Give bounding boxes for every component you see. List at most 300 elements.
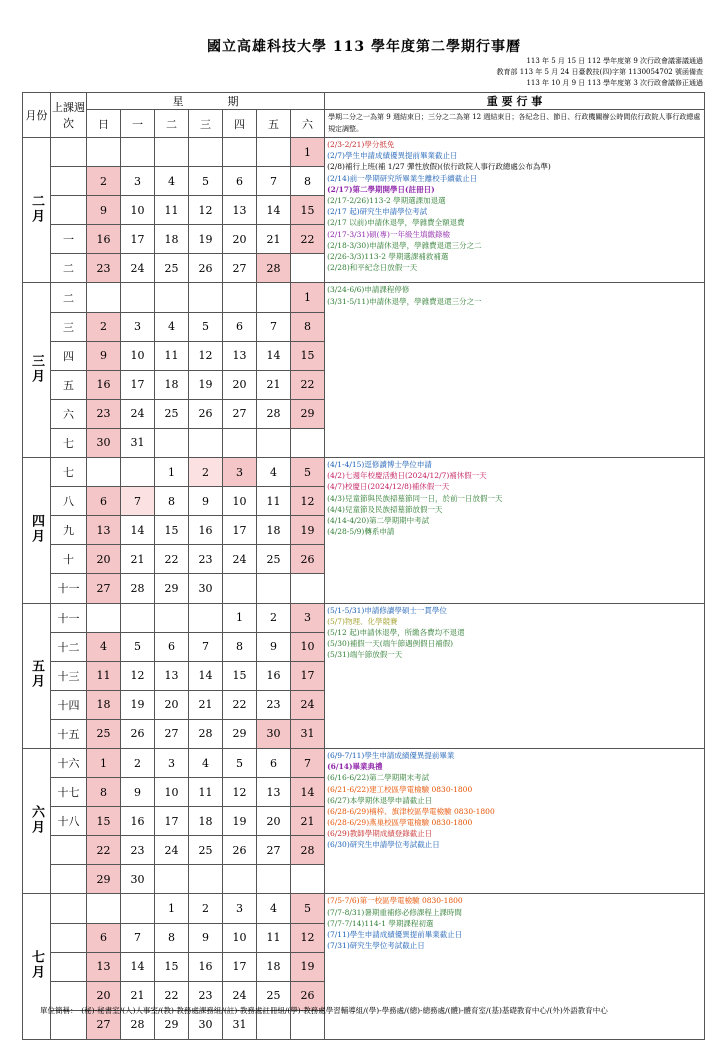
week-number: 十五 [51, 719, 87, 748]
day-cell: 25 [155, 254, 189, 283]
event-item: (6/28-6/29)楠梓、旗津校區學電檢驗 0830-1800 [327, 806, 495, 816]
day-cell: 29 [155, 1010, 189, 1039]
day-cell: 19 [189, 370, 223, 399]
week-number: 十一 [51, 574, 87, 603]
approval-notes [496, 56, 703, 89]
day-cell: 4 [189, 748, 223, 777]
day-cell: 28 [189, 719, 223, 748]
event-item: (6/30)研究生申請學位考試截止日 [327, 840, 440, 850]
day-cell: 26 [189, 254, 223, 283]
day-header: 一 [121, 110, 155, 138]
day-cell: 17 [223, 952, 257, 981]
day-cell: 22 [223, 690, 257, 719]
calendar-week-row [23, 138, 705, 167]
month-label [23, 138, 51, 283]
day-cell: 7 [121, 923, 155, 952]
day-cell: 2 [189, 894, 223, 923]
day-cell: 11 [87, 661, 121, 690]
day-cell: 1 [223, 603, 257, 632]
day-cell: 27 [87, 574, 121, 603]
day-cell: 28 [121, 574, 155, 603]
day-cell: 18 [155, 225, 189, 254]
day-header: 三 [189, 110, 223, 138]
day-cell: 16 [121, 807, 155, 836]
event-item: (4/2)七週年校慶活動日(2024/12/7)補休假一天 [327, 471, 487, 481]
week-number: 七 [51, 458, 87, 487]
day-cell: 20 [155, 690, 189, 719]
day-cell: 3 [121, 167, 155, 196]
event-item: (6/27)本學期休退學申請截止日 [327, 795, 433, 805]
day-cell: 7 [121, 487, 155, 516]
day-cell: 3 [223, 894, 257, 923]
day-cell: 11 [257, 487, 291, 516]
day-cell: 25 [257, 545, 291, 574]
day-cell: 5 [223, 748, 257, 777]
day-cell: 16 [257, 661, 291, 690]
day-cell: 19 [189, 225, 223, 254]
day-cell: 20 [223, 225, 257, 254]
month-label [23, 458, 51, 603]
event-item: (2/17-2/26)113-2 學期選課加退選 [327, 195, 446, 205]
day-cell: 11 [155, 341, 189, 370]
day-cell [257, 283, 291, 312]
day-cell: 20 [87, 545, 121, 574]
event-item: (7/7-7/14)114-1 學期課程初選 [327, 918, 434, 928]
week-number [51, 138, 87, 167]
event-item: (6/9-7/11)學生申請成績優異提前畢業 [327, 750, 455, 760]
day-cell [121, 138, 155, 167]
day-cell: 8 [87, 778, 121, 807]
day-cell: 20 [257, 807, 291, 836]
day-cell: 23 [189, 981, 223, 1010]
day-cell [155, 283, 189, 312]
day-cell: 13 [257, 778, 291, 807]
day-cell [87, 283, 121, 312]
day-cell: 24 [121, 254, 155, 283]
week-number [51, 952, 87, 981]
day-cell [291, 254, 325, 283]
day-cell: 14 [257, 196, 291, 225]
day-cell: 30 [189, 574, 223, 603]
month-label [23, 894, 51, 1039]
day-cell: 18 [155, 370, 189, 399]
day-cell: 11 [155, 196, 189, 225]
week-number: 八 [51, 487, 87, 516]
day-cell: 27 [223, 254, 257, 283]
day-cell: 26 [121, 719, 155, 748]
month-events [325, 894, 705, 1039]
event-item: (2/17 起)研究生申請學位考試 [327, 207, 428, 217]
day-cell: 1 [291, 283, 325, 312]
day-cell: 8 [223, 632, 257, 661]
day-cell: 27 [223, 399, 257, 428]
calendar-week-row [23, 458, 705, 487]
day-cell: 14 [257, 341, 291, 370]
day-cell [121, 458, 155, 487]
day-cell: 25 [257, 981, 291, 1010]
week-number: 七 [51, 428, 87, 457]
day-cell: 6 [223, 312, 257, 341]
event-item: (5/30)補假一天(端午節遇例假日補假) [327, 639, 454, 649]
day-cell: 12 [121, 661, 155, 690]
day-cell: 10 [291, 632, 325, 661]
day-cell: 15 [223, 661, 257, 690]
day-cell [223, 428, 257, 457]
day-header: 日 [87, 110, 121, 138]
day-cell: 15 [155, 952, 189, 981]
month-label [23, 283, 51, 458]
week-number: 一 [51, 225, 87, 254]
day-cell: 11 [189, 778, 223, 807]
day-cell [155, 428, 189, 457]
day-cell [291, 574, 325, 603]
event-item: (5/1-5/31)申請修讀學碩士一貫學位 [327, 605, 447, 615]
day-cell: 8 [291, 167, 325, 196]
week-number: 二 [51, 254, 87, 283]
day-cell: 29 [87, 865, 121, 894]
day-cell: 27 [257, 836, 291, 865]
day-cell: 6 [87, 923, 121, 952]
event-item: (3/31-5/11)申請休退學，學雜費退還三分之一 [327, 296, 482, 306]
day-cell: 10 [155, 778, 189, 807]
day-cell: 9 [121, 778, 155, 807]
event-item: (5/12 起)申請休退學，所繳各費均不退還 [327, 627, 465, 637]
day-cell [223, 574, 257, 603]
day-cell: 18 [189, 807, 223, 836]
week-number: 十七 [51, 778, 87, 807]
day-cell [87, 603, 121, 632]
day-cell: 28 [121, 1010, 155, 1039]
day-cell: 10 [223, 487, 257, 516]
event-item: (6/14)畢業典禮 [327, 762, 383, 772]
week-number: 三 [51, 312, 87, 341]
event-item: (2/7)學生申請成績優異提前畢業截止日 [327, 151, 458, 161]
week-number: 五 [51, 370, 87, 399]
event-item: (2/28)和平紀念日放假一天 [327, 263, 418, 273]
day-cell [155, 603, 189, 632]
day-cell [257, 574, 291, 603]
day-cell: 5 [291, 894, 325, 923]
month-events [325, 603, 705, 748]
day-cell: 13 [87, 952, 121, 981]
day-cell: 30 [87, 428, 121, 457]
day-cell: 26 [223, 836, 257, 865]
day-cell: 12 [189, 341, 223, 370]
semester-notes: 學期二分之一為第 9 週結束日；三分之二為第 12 週結束日；各紀念日、節日、行政機關辦公時間依行政院人事行政總處規定調整。 [325, 110, 705, 138]
day-cell: 23 [87, 399, 121, 428]
calendar-week-row [23, 603, 705, 632]
day-cell: 3 [155, 748, 189, 777]
day-cell [223, 138, 257, 167]
day-cell: 21 [291, 807, 325, 836]
day-cell: 8 [291, 312, 325, 341]
week-number [51, 836, 87, 865]
month-label-text: 五月 [29, 659, 44, 690]
day-cell: 30 [257, 719, 291, 748]
month-events [325, 138, 705, 283]
day-cell [189, 283, 223, 312]
day-cell [223, 865, 257, 894]
event-item: (4/3)兒童節與民族掃墓節同一日，於前一日放假一天 [327, 493, 503, 503]
month-events [325, 748, 705, 893]
day-cell: 9 [257, 632, 291, 661]
day-cell: 12 [189, 196, 223, 225]
day-header: 五 [257, 110, 291, 138]
week-number: 二 [51, 283, 87, 312]
event-item: (4/28-5/9)轉系申請 [327, 527, 395, 537]
week-number [51, 865, 87, 894]
week-number: 十四 [51, 690, 87, 719]
day-cell: 10 [121, 341, 155, 370]
day-cell: 11 [257, 923, 291, 952]
weekday-title: 星 期 [87, 93, 325, 110]
day-cell: 23 [87, 254, 121, 283]
week-number [51, 923, 87, 952]
day-cell: 25 [87, 719, 121, 748]
month-label-text: 七月 [29, 950, 44, 981]
event-item: (2/3-2/21)學分抵免 [327, 140, 395, 149]
day-cell: 9 [87, 196, 121, 225]
day-cell: 16 [87, 225, 121, 254]
month-label-text: 二月 [29, 193, 44, 224]
day-cell: 13 [223, 341, 257, 370]
month-label [23, 748, 51, 893]
month-label-text: 三月 [29, 353, 44, 384]
day-cell: 4 [257, 894, 291, 923]
event-item: (6/16-6/22)第二學期期末考試 [327, 773, 430, 783]
day-cell: 17 [223, 516, 257, 545]
day-cell [87, 894, 121, 923]
event-item: (4/14-4/20)第二學期期中考試 [327, 515, 430, 525]
day-cell: 7 [257, 312, 291, 341]
day-cell [87, 138, 121, 167]
day-cell: 4 [155, 312, 189, 341]
day-cell: 18 [257, 516, 291, 545]
day-cell [291, 428, 325, 457]
day-cell: 5 [189, 312, 223, 341]
month-label [23, 603, 51, 748]
day-cell: 8 [155, 487, 189, 516]
day-cell: 15 [291, 196, 325, 225]
day-cell: 9 [189, 923, 223, 952]
day-cell [257, 865, 291, 894]
event-item: (7/5-7/6)第一校區學電檢驗 0830-1800 [327, 896, 463, 906]
event-item: (5/31)端午節放假一天 [327, 650, 403, 660]
calendar-table [22, 92, 705, 1040]
day-cell: 29 [223, 719, 257, 748]
day-cell: 22 [155, 981, 189, 1010]
day-cell: 19 [291, 516, 325, 545]
approval-line: 113 年 5 月 15 日 112 學年度第 9 次行政會議審議通過 [526, 57, 703, 65]
day-cell: 22 [87, 836, 121, 865]
day-cell: 2 [87, 312, 121, 341]
event-item: (2/17-3/31)碩(專)一年級生填繳錄檢 [327, 229, 450, 239]
page-title: 國立高雄科技大學 113 學年度第二學期行事曆 [207, 39, 521, 55]
event-item: (2/14)前一學期研究所畢業生離校手續截止日 [327, 173, 478, 183]
day-cell: 6 [257, 748, 291, 777]
event-item: (6/29)教師學期成績登錄截止日 [327, 829, 433, 839]
day-cell: 2 [121, 748, 155, 777]
day-cell: 23 [121, 836, 155, 865]
day-cell: 31 [291, 719, 325, 748]
event-item: (4/7)校慶日(2024/12/8)補休假一天 [327, 482, 450, 492]
week-number: 十八 [51, 807, 87, 836]
day-cell [189, 865, 223, 894]
day-cell: 8 [155, 923, 189, 952]
day-cell: 7 [257, 167, 291, 196]
day-cell: 2 [257, 603, 291, 632]
day-cell: 7 [291, 748, 325, 777]
week-number: 九 [51, 516, 87, 545]
events-title: 重 要 行 事 [325, 93, 705, 110]
day-cell: 22 [291, 370, 325, 399]
day-cell: 2 [189, 458, 223, 487]
day-cell: 21 [121, 981, 155, 1010]
day-cell: 19 [223, 807, 257, 836]
day-cell: 13 [87, 516, 121, 545]
day-header: 六 [291, 110, 325, 138]
day-cell: 12 [291, 487, 325, 516]
day-cell: 20 [223, 370, 257, 399]
event-item: (7/11)學生申請成績優異提前畢業截止日 [327, 930, 463, 939]
event-item: (3/24-6/6)申請課程停修 [327, 285, 410, 295]
week-number [51, 196, 87, 225]
day-cell: 5 [121, 632, 155, 661]
day-cell: 23 [189, 545, 223, 574]
week-number [51, 167, 87, 196]
day-cell [155, 138, 189, 167]
day-cell: 19 [121, 690, 155, 719]
day-cell: 14 [121, 952, 155, 981]
event-item: (2/17 以前)申請休退學，學雜費全額退費 [327, 218, 465, 228]
day-cell: 24 [223, 981, 257, 1010]
day-cell: 9 [87, 341, 121, 370]
day-cell: 26 [291, 981, 325, 1010]
day-cell: 7 [189, 632, 223, 661]
day-cell: 31 [223, 1010, 257, 1039]
day-cell: 26 [291, 545, 325, 574]
event-item: (4/1-4/15)逕修讀博士學位申請 [327, 460, 432, 470]
day-cell: 13 [155, 661, 189, 690]
day-cell [189, 428, 223, 457]
day-cell: 26 [189, 399, 223, 428]
day-cell: 23 [257, 690, 291, 719]
day-cell: 30 [121, 865, 155, 894]
event-item: (5/7)物理、化學競賽 [327, 616, 398, 626]
day-cell: 17 [291, 661, 325, 690]
day-cell: 21 [257, 370, 291, 399]
week-number: 六 [51, 399, 87, 428]
day-cell [121, 603, 155, 632]
day-header: 四 [223, 110, 257, 138]
day-cell: 27 [155, 719, 189, 748]
approval-line: 教育部 113 年 5 月 24 日臺教技(四)字第 1130054702 號函備查 [496, 68, 703, 76]
week-number: 十六 [51, 748, 87, 777]
day-cell: 17 [121, 370, 155, 399]
day-cell: 2 [87, 167, 121, 196]
day-cell: 3 [223, 458, 257, 487]
week-number: 十三 [51, 661, 87, 690]
day-cell: 19 [291, 952, 325, 981]
day-cell: 28 [257, 254, 291, 283]
event-item: (2/26-3/3)113-2 學期選課補救補選 [327, 251, 449, 261]
event-item: (6/28-6/29)燕巢校區學電檢驗 0830-1800 [327, 818, 473, 828]
event-item: (7/7-8/31)暑期重補修必修課程上課時間 [327, 907, 462, 917]
day-cell: 15 [291, 341, 325, 370]
day-cell: 6 [87, 487, 121, 516]
day-cell: 17 [155, 807, 189, 836]
event-item: (2/18-3/30)申請休退學，學雜費退還三分之二 [327, 240, 482, 250]
day-cell: 13 [223, 196, 257, 225]
day-cell [189, 138, 223, 167]
day-cell: 24 [121, 399, 155, 428]
event-item: (7/31)研究生學位考試截止日 [327, 941, 425, 951]
day-cell: 20 [87, 981, 121, 1010]
day-cell: 31 [121, 428, 155, 457]
day-cell [121, 283, 155, 312]
day-cell: 16 [189, 952, 223, 981]
month-label-text: 六月 [29, 804, 44, 835]
day-cell: 30 [189, 1010, 223, 1039]
day-cell: 1 [87, 748, 121, 777]
day-cell [87, 458, 121, 487]
day-cell: 22 [291, 225, 325, 254]
day-cell: 14 [121, 516, 155, 545]
day-cell: 4 [87, 632, 121, 661]
day-cell: 1 [155, 458, 189, 487]
month-label-text: 四月 [29, 513, 44, 544]
day-cell: 5 [189, 167, 223, 196]
day-cell: 10 [121, 196, 155, 225]
day-cell: 25 [155, 399, 189, 428]
day-cell: 5 [291, 458, 325, 487]
day-cell [257, 138, 291, 167]
day-cell [257, 428, 291, 457]
day-cell: 6 [223, 167, 257, 196]
day-cell [189, 603, 223, 632]
day-cell: 28 [291, 836, 325, 865]
day-cell: 3 [121, 312, 155, 341]
day-cell [155, 865, 189, 894]
week-number: 十一 [51, 603, 87, 632]
week-header: 上課週次 [51, 93, 87, 138]
calendar-week-row [23, 283, 705, 312]
unit-legend: 單位簡稱： (秘)-秘書室/(人)人事室/(教)-教務處課務組/(註)-教務處註冊組/(學)-教務處學習輔導組/(學)-學務處/(總)-總務處/(體)-體育室/(基)基礎教育中心/(外)外語教育中心 [40, 1006, 608, 1015]
day-cell: 4 [155, 167, 189, 196]
event-item: (4/4)兒童節及民族掃墓節放假一天 [327, 504, 443, 514]
day-cell: 21 [189, 690, 223, 719]
day-cell: 21 [257, 225, 291, 254]
day-cell: 4 [257, 458, 291, 487]
day-cell: 16 [87, 370, 121, 399]
day-cell: 29 [291, 399, 325, 428]
day-cell: 29 [155, 574, 189, 603]
event-item: (6/21-6/22)建工校區學電檢驗 0830-1800 [327, 784, 473, 794]
day-cell [223, 283, 257, 312]
day-cell: 24 [155, 836, 189, 865]
day-cell: 1 [291, 138, 325, 167]
day-cell: 12 [291, 923, 325, 952]
calendar-week-row [23, 894, 705, 923]
day-cell: 3 [291, 603, 325, 632]
week-number: 十 [51, 545, 87, 574]
day-cell: 10 [223, 923, 257, 952]
day-cell [291, 865, 325, 894]
day-cell: 21 [121, 545, 155, 574]
day-cell: 17 [121, 225, 155, 254]
day-cell: 15 [87, 807, 121, 836]
day-cell: 9 [189, 487, 223, 516]
